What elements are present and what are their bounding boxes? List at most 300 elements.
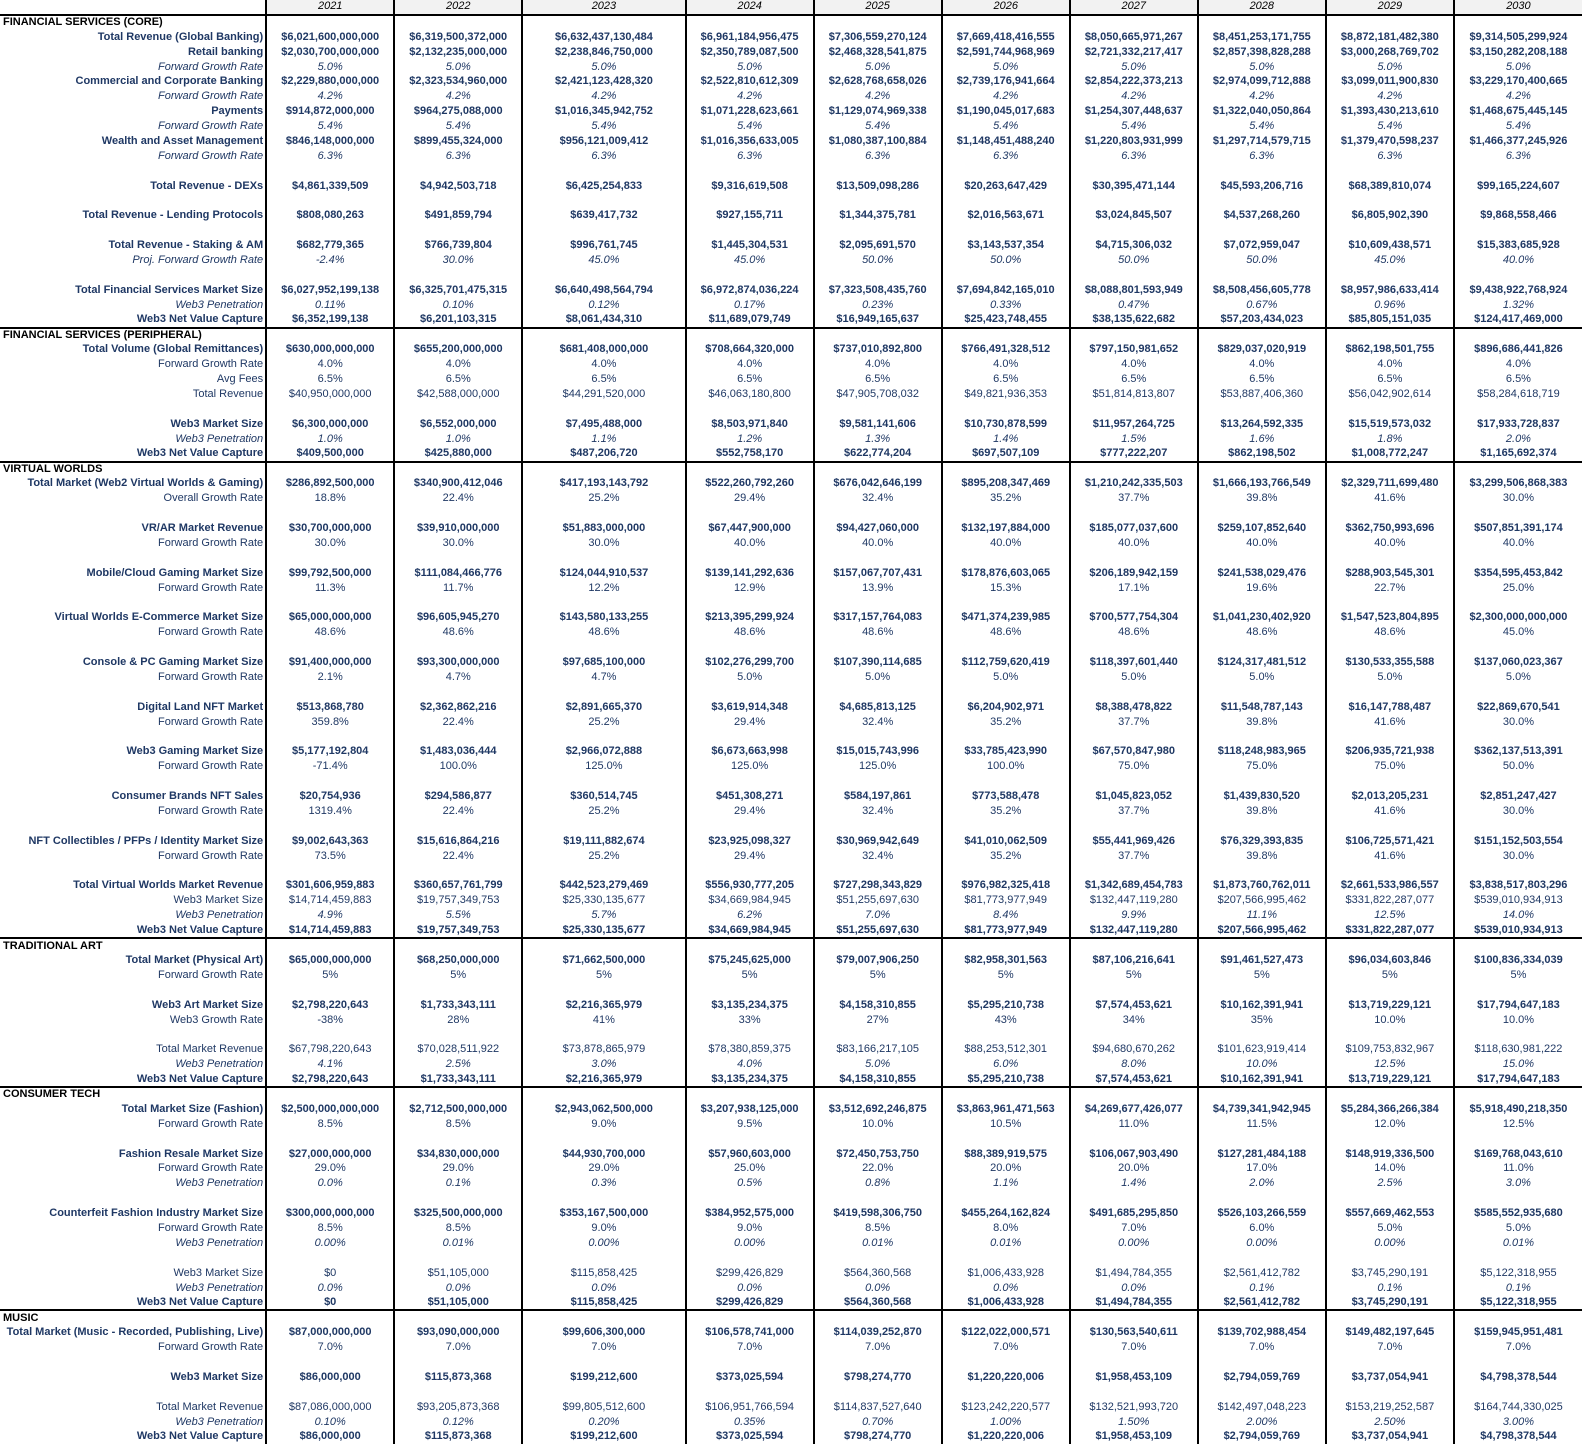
table-cell[interactable]	[1070, 1355, 1198, 1370]
table-cell[interactable]: 25.2%	[522, 491, 685, 506]
table-cell[interactable]: $106,725,571,421	[1326, 834, 1454, 849]
table-cell[interactable]: 14.0%	[1454, 908, 1582, 923]
row-label[interactable]: Total Market Revenue	[0, 1042, 266, 1057]
table-cell[interactable]: $185,077,037,600	[1070, 521, 1198, 536]
row-label[interactable]	[0, 506, 266, 521]
table-cell[interactable]	[1454, 640, 1582, 655]
table-cell[interactable]: $914,872,000,000	[266, 104, 394, 119]
table-cell[interactable]: 15.0%	[1454, 1057, 1582, 1072]
table-cell[interactable]: $6,632,437,130,484	[522, 30, 685, 45]
table-cell[interactable]: $1,254,307,448,637	[1070, 104, 1198, 119]
table-cell[interactable]: $766,739,804	[394, 238, 522, 253]
table-cell[interactable]: $3,207,938,125,000	[686, 1102, 814, 1117]
table-cell[interactable]: 11.0%	[1454, 1161, 1582, 1176]
table-cell[interactable]: $2,661,533,986,557	[1326, 879, 1454, 894]
table-cell[interactable]: $19,757,349,753	[394, 893, 522, 908]
table-cell[interactable]: 5.0%	[1198, 670, 1326, 685]
table-cell[interactable]: $8,957,986,633,414	[1326, 283, 1454, 298]
table-cell[interactable]: 6.3%	[266, 149, 394, 164]
row-label[interactable]: Total Revenue	[0, 387, 266, 402]
table-cell[interactable]: 29.4%	[686, 804, 814, 819]
table-cell[interactable]: $44,291,520,000	[522, 387, 685, 402]
table-cell[interactable]: $58,284,618,719	[1454, 387, 1582, 402]
table-cell[interactable]	[394, 551, 522, 566]
table-cell[interactable]	[1326, 730, 1454, 745]
table-cell[interactable]: $41,010,062,509	[942, 834, 1070, 849]
row-label[interactable]: Forward Growth Rate	[0, 670, 266, 685]
table-cell[interactable]: $99,792,500,000	[266, 566, 394, 581]
table-cell[interactable]	[814, 1087, 942, 1102]
table-cell[interactable]: $773,588,478	[942, 789, 1070, 804]
row-label[interactable]: Forward Growth Rate	[0, 536, 266, 551]
table-cell[interactable]: $556,930,777,205	[686, 879, 814, 894]
table-cell[interactable]: $3,024,845,507	[1070, 208, 1198, 223]
table-cell[interactable]	[942, 938, 1070, 953]
table-cell[interactable]	[686, 685, 814, 700]
table-cell[interactable]: $130,533,355,588	[1326, 655, 1454, 670]
table-cell[interactable]: $19,111,882,674	[522, 834, 685, 849]
table-cell[interactable]: 29.0%	[266, 1161, 394, 1176]
table-cell[interactable]: $3,143,537,354	[942, 238, 1070, 253]
table-cell[interactable]: 1.5%	[1070, 432, 1198, 447]
table-cell[interactable]: 5.0%	[1326, 1221, 1454, 1236]
table-cell[interactable]: $808,080,263	[266, 208, 394, 223]
table-cell[interactable]	[266, 1027, 394, 1042]
table-cell[interactable]	[394, 194, 522, 209]
table-cell[interactable]: $132,521,993,720	[1070, 1400, 1198, 1415]
table-cell[interactable]: 33%	[686, 1013, 814, 1028]
table-cell[interactable]	[266, 194, 394, 209]
table-cell[interactable]: 6.3%	[1454, 149, 1582, 164]
table-cell[interactable]	[266, 685, 394, 700]
table-cell[interactable]: 6.5%	[522, 372, 685, 387]
table-cell[interactable]	[1198, 596, 1326, 611]
table-cell[interactable]	[394, 1385, 522, 1400]
table-cell[interactable]: $9,316,619,508	[686, 179, 814, 194]
table-cell[interactable]: $206,935,721,938	[1326, 745, 1454, 760]
table-cell[interactable]: 12.5%	[1326, 1057, 1454, 1072]
table-cell[interactable]	[522, 596, 685, 611]
row-label[interactable]: Forward Growth Rate	[0, 119, 266, 134]
table-cell[interactable]: 41.6%	[1326, 715, 1454, 730]
table-cell[interactable]	[1198, 640, 1326, 655]
table-cell[interactable]: $2,229,880,000,000	[266, 74, 394, 89]
table-cell[interactable]	[1326, 864, 1454, 879]
table-cell[interactable]: $2,216,365,979	[522, 1072, 685, 1087]
table-cell[interactable]: $862,198,502	[1198, 447, 1326, 462]
table-cell[interactable]: $9,581,141,606	[814, 417, 942, 432]
table-cell[interactable]: $2,943,062,500,000	[522, 1102, 685, 1117]
table-cell[interactable]	[1454, 1310, 1582, 1325]
table-cell[interactable]: 0.47%	[1070, 298, 1198, 313]
table-cell[interactable]	[1326, 1355, 1454, 1370]
table-cell[interactable]: $340,900,412,046	[394, 477, 522, 492]
row-label[interactable]	[0, 1027, 266, 1042]
table-cell[interactable]: $39,910,000,000	[394, 521, 522, 536]
table-cell[interactable]: 4.2%	[266, 89, 394, 104]
row-label[interactable]: Virtual Worlds E-Commerce Market Size	[0, 611, 266, 626]
table-cell[interactable]: $2,030,700,000,000	[266, 45, 394, 60]
table-cell[interactable]: 0.1%	[1198, 1281, 1326, 1296]
table-cell[interactable]: $93,205,873,368	[394, 1400, 522, 1415]
table-cell[interactable]	[522, 194, 685, 209]
table-cell[interactable]	[394, 1251, 522, 1266]
table-cell[interactable]: $585,552,935,680	[1454, 1206, 1582, 1221]
table-cell[interactable]: $143,580,133,255	[522, 611, 685, 626]
table-cell[interactable]	[266, 506, 394, 521]
table-cell[interactable]: 50.0%	[1198, 253, 1326, 268]
table-cell[interactable]	[266, 1310, 394, 1325]
table-cell[interactable]: $137,060,023,367	[1454, 655, 1582, 670]
table-cell[interactable]	[814, 164, 942, 179]
table-cell[interactable]: 0.01%	[942, 1236, 1070, 1251]
table-cell[interactable]: $3,745,290,191	[1326, 1295, 1454, 1310]
table-cell[interactable]	[1326, 1385, 1454, 1400]
table-cell[interactable]: 22.4%	[394, 849, 522, 864]
table-cell[interactable]: $7,574,453,621	[1070, 998, 1198, 1013]
table-cell[interactable]: $1,733,343,111	[394, 998, 522, 1013]
table-cell[interactable]: $10,730,878,599	[942, 417, 1070, 432]
table-cell[interactable]: $102,276,299,700	[686, 655, 814, 670]
table-cell[interactable]: $6,972,874,036,224	[686, 283, 814, 298]
table-cell[interactable]: 3.0%	[1454, 1176, 1582, 1191]
table-cell[interactable]	[1198, 1355, 1326, 1370]
section-title[interactable]: CONSUMER TECH	[0, 1087, 266, 1102]
table-cell[interactable]: 9.0%	[522, 1117, 685, 1132]
table-cell[interactable]	[942, 685, 1070, 700]
table-cell[interactable]	[1326, 819, 1454, 834]
table-cell[interactable]: $57,203,434,023	[1198, 313, 1326, 328]
table-cell[interactable]: 2.5%	[1326, 1176, 1454, 1191]
row-label[interactable]: Total Revenue - Staking & AM	[0, 238, 266, 253]
table-cell[interactable]: $899,455,324,000	[394, 134, 522, 149]
table-cell[interactable]	[1198, 268, 1326, 283]
table-cell[interactable]: $99,165,224,607	[1454, 179, 1582, 194]
table-cell[interactable]: 45.0%	[522, 253, 685, 268]
table-cell[interactable]	[1326, 774, 1454, 789]
table-cell[interactable]: $20,263,647,429	[942, 179, 1070, 194]
table-cell[interactable]	[1070, 164, 1198, 179]
table-cell[interactable]: $639,417,732	[522, 208, 685, 223]
table-cell[interactable]	[394, 596, 522, 611]
section-title[interactable]: TRADITIONAL ART	[0, 938, 266, 953]
table-cell[interactable]: 6.5%	[266, 372, 394, 387]
table-cell[interactable]: $88,253,512,301	[942, 1042, 1070, 1057]
table-cell[interactable]: $67,447,900,000	[686, 521, 814, 536]
table-cell[interactable]: $1,297,714,579,715	[1198, 134, 1326, 149]
table-cell[interactable]: 100.0%	[942, 759, 1070, 774]
table-cell[interactable]: $522,260,792,260	[686, 477, 814, 492]
table-cell[interactable]: 14.0%	[1326, 1161, 1454, 1176]
row-label[interactable]	[0, 730, 266, 745]
row-label[interactable]	[0, 268, 266, 283]
row-label[interactable]: Forward Growth Rate	[0, 357, 266, 372]
table-cell[interactable]: 48.6%	[394, 625, 522, 640]
table-cell[interactable]	[1326, 506, 1454, 521]
table-cell[interactable]: $81,773,977,949	[942, 923, 1070, 938]
row-label[interactable]: Total Revenue - Lending Protocols	[0, 208, 266, 223]
table-cell[interactable]: $17,794,647,183	[1454, 1072, 1582, 1087]
table-cell[interactable]: 30.0%	[1454, 849, 1582, 864]
table-cell[interactable]: $300,000,000,000	[266, 1206, 394, 1221]
table-cell[interactable]: $846,148,000,000	[266, 134, 394, 149]
table-cell[interactable]: $157,067,707,431	[814, 566, 942, 581]
table-cell[interactable]	[394, 640, 522, 655]
table-cell[interactable]: 0.12%	[522, 298, 685, 313]
table-cell[interactable]: 125.0%	[522, 759, 685, 774]
table-cell[interactable]	[814, 1191, 942, 1206]
table-cell[interactable]	[942, 819, 1070, 834]
table-cell[interactable]	[814, 328, 942, 343]
table-cell[interactable]: $13,509,098,286	[814, 179, 942, 194]
table-cell[interactable]: $97,685,100,000	[522, 655, 685, 670]
table-cell[interactable]	[394, 1310, 522, 1325]
table-cell[interactable]: -2.4%	[266, 253, 394, 268]
table-cell[interactable]	[394, 1132, 522, 1147]
table-cell[interactable]	[1070, 640, 1198, 655]
table-cell[interactable]: $4,158,310,855	[814, 1072, 942, 1087]
table-cell[interactable]: $373,025,594	[686, 1370, 814, 1385]
table-cell[interactable]	[686, 1355, 814, 1370]
table-cell[interactable]: 35.2%	[942, 804, 1070, 819]
table-cell[interactable]: 4.9%	[266, 908, 394, 923]
table-cell[interactable]: $87,000,000,000	[266, 1325, 394, 1340]
table-cell[interactable]: 50.0%	[814, 253, 942, 268]
table-cell[interactable]: 5.0%	[266, 60, 394, 75]
table-cell[interactable]	[266, 1251, 394, 1266]
table-cell[interactable]: $6,425,254,833	[522, 179, 685, 194]
table-cell[interactable]: 35%	[1198, 1013, 1326, 1028]
table-cell[interactable]	[266, 774, 394, 789]
table-cell[interactable]: 0.0%	[1070, 1281, 1198, 1296]
table-cell[interactable]: 30.0%	[394, 536, 522, 551]
row-label[interactable]: Forward Growth Rate	[0, 759, 266, 774]
table-cell[interactable]: $4,861,339,509	[266, 179, 394, 194]
table-cell[interactable]: $325,500,000,000	[394, 1206, 522, 1221]
table-cell[interactable]: 4.1%	[266, 1057, 394, 1072]
table-cell[interactable]: $301,606,959,883	[266, 879, 394, 894]
table-cell[interactable]	[1454, 819, 1582, 834]
table-cell[interactable]	[266, 730, 394, 745]
year-header-cell[interactable]: 2022	[394, 0, 522, 15]
table-cell[interactable]: 6.3%	[522, 149, 685, 164]
table-cell[interactable]: $2,739,176,941,664	[942, 74, 1070, 89]
table-cell[interactable]: 48.6%	[522, 625, 685, 640]
table-cell[interactable]	[522, 774, 685, 789]
table-cell[interactable]: $1,958,453,109	[1070, 1370, 1198, 1385]
table-cell[interactable]	[522, 864, 685, 879]
table-cell[interactable]: $7,669,418,416,555	[942, 30, 1070, 45]
table-cell[interactable]: $25,330,135,677	[522, 923, 685, 938]
row-label[interactable]: Forward Growth Rate	[0, 804, 266, 819]
section-title[interactable]: FINANCIAL SERVICES (PERIPHERAL)	[0, 328, 266, 343]
table-cell[interactable]	[686, 1251, 814, 1266]
table-cell[interactable]	[686, 1132, 814, 1147]
table-cell[interactable]: $207,566,995,462	[1198, 893, 1326, 908]
table-cell[interactable]	[1198, 1087, 1326, 1102]
table-cell[interactable]	[266, 462, 394, 477]
table-cell[interactable]: $362,137,513,391	[1454, 745, 1582, 760]
table-cell[interactable]: $1,466,377,245,926	[1454, 134, 1582, 149]
table-cell[interactable]: $8,050,665,971,267	[1070, 30, 1198, 45]
table-cell[interactable]: 32.4%	[814, 491, 942, 506]
table-cell[interactable]: $294,586,877	[394, 789, 522, 804]
table-cell[interactable]: $552,758,170	[686, 447, 814, 462]
row-label[interactable]: Console & PC Gaming Market Size	[0, 655, 266, 670]
table-cell[interactable]: 0.11%	[266, 298, 394, 313]
table-cell[interactable]	[394, 462, 522, 477]
table-cell[interactable]	[1198, 506, 1326, 521]
table-cell[interactable]: $45,593,206,716	[1198, 179, 1326, 194]
table-cell[interactable]: 7.0%	[522, 1340, 685, 1355]
table-cell[interactable]	[1326, 328, 1454, 343]
row-label[interactable]: Wealth and Asset Management	[0, 134, 266, 149]
table-cell[interactable]: $109,753,832,967	[1326, 1042, 1454, 1057]
year-header-cell[interactable]: 2029	[1326, 0, 1454, 15]
table-cell[interactable]	[686, 819, 814, 834]
table-cell[interactable]	[686, 402, 814, 417]
table-cell[interactable]	[1198, 164, 1326, 179]
table-cell[interactable]: 45.0%	[1454, 625, 1582, 640]
table-cell[interactable]: 19.6%	[1198, 581, 1326, 596]
table-cell[interactable]: 5%	[394, 968, 522, 983]
table-cell[interactable]: 75.0%	[1198, 759, 1326, 774]
table-cell[interactable]: $199,212,600	[522, 1430, 685, 1444]
table-cell[interactable]: 29.4%	[686, 715, 814, 730]
table-cell[interactable]	[1454, 864, 1582, 879]
table-cell[interactable]: $96,605,945,270	[394, 611, 522, 626]
table-cell[interactable]: $1,008,772,247	[1326, 447, 1454, 462]
table-cell[interactable]: $55,441,969,426	[1070, 834, 1198, 849]
table-cell[interactable]: 0.10%	[266, 1415, 394, 1430]
table-cell[interactable]: 1.2%	[686, 432, 814, 447]
table-cell[interactable]	[394, 15, 522, 30]
table-cell[interactable]: $23,925,098,327	[686, 834, 814, 849]
row-label[interactable]: Web3 Market Size	[0, 1266, 266, 1281]
table-cell[interactable]: 5.0%	[1454, 670, 1582, 685]
table-cell[interactable]: 0.67%	[1198, 298, 1326, 313]
row-label[interactable]: Web3 Gaming Market Size	[0, 745, 266, 760]
table-cell[interactable]: 0.23%	[814, 298, 942, 313]
table-cell[interactable]: $51,255,697,630	[814, 923, 942, 938]
table-cell[interactable]: $123,242,220,577	[942, 1400, 1070, 1415]
table-cell[interactable]: $1,148,451,488,240	[942, 134, 1070, 149]
table-cell[interactable]: $132,447,119,280	[1070, 923, 1198, 938]
table-cell[interactable]: $682,779,365	[266, 238, 394, 253]
table-cell[interactable]: $25,423,748,455	[942, 313, 1070, 328]
table-cell[interactable]: $3,135,234,375	[686, 998, 814, 1013]
table-cell[interactable]: 5.0%	[686, 670, 814, 685]
table-cell[interactable]: $798,274,770	[814, 1430, 942, 1444]
table-cell[interactable]: $127,281,484,188	[1198, 1147, 1326, 1162]
table-cell[interactable]: $132,447,119,280	[1070, 893, 1198, 908]
row-label[interactable]	[0, 774, 266, 789]
table-cell[interactable]: 40.0%	[1326, 536, 1454, 551]
table-cell[interactable]: $2,891,665,370	[522, 700, 685, 715]
table-cell[interactable]: $5,122,318,955	[1454, 1266, 1582, 1281]
table-cell[interactable]: $30,969,942,649	[814, 834, 942, 849]
table-cell[interactable]: $86,000,000	[266, 1430, 394, 1444]
row-label[interactable]: Payments	[0, 104, 266, 119]
table-cell[interactable]	[942, 506, 1070, 521]
table-cell[interactable]: $2,854,222,373,213	[1070, 74, 1198, 89]
table-cell[interactable]: $4,269,677,426,077	[1070, 1102, 1198, 1117]
table-cell[interactable]: $2,323,534,960,000	[394, 74, 522, 89]
table-cell[interactable]	[942, 194, 1070, 209]
table-cell[interactable]: 6.0%	[942, 1057, 1070, 1072]
table-cell[interactable]: $206,189,942,159	[1070, 566, 1198, 581]
table-cell[interactable]: 4.2%	[1198, 89, 1326, 104]
table-cell[interactable]	[942, 462, 1070, 477]
row-label[interactable]: Web3 Penetration	[0, 1057, 266, 1072]
table-cell[interactable]	[266, 1385, 394, 1400]
row-label[interactable]: Web3 Net Value Capture	[0, 1430, 266, 1444]
table-cell[interactable]: $286,892,500,000	[266, 477, 394, 492]
table-cell[interactable]	[686, 1191, 814, 1206]
table-cell[interactable]	[394, 864, 522, 879]
table-cell[interactable]	[686, 596, 814, 611]
table-cell[interactable]	[1070, 15, 1198, 30]
table-cell[interactable]: $360,514,745	[522, 789, 685, 804]
table-cell[interactable]: 7.0%	[1070, 1221, 1198, 1236]
table-cell[interactable]: $25,330,135,677	[522, 893, 685, 908]
table-cell[interactable]: 0.70%	[814, 1415, 942, 1430]
table-cell[interactable]	[1454, 194, 1582, 209]
table-cell[interactable]	[1198, 223, 1326, 238]
table-cell[interactable]: 5.4%	[394, 119, 522, 134]
table-cell[interactable]: $7,694,842,165,010	[942, 283, 1070, 298]
table-cell[interactable]	[686, 164, 814, 179]
table-cell[interactable]: 10.0%	[1198, 1057, 1326, 1072]
table-cell[interactable]	[1198, 1132, 1326, 1147]
table-cell[interactable]: $2,966,072,888	[522, 745, 685, 760]
row-label[interactable]: Mobile/Cloud Gaming Market Size	[0, 566, 266, 581]
table-cell[interactable]: $2,421,123,428,320	[522, 74, 685, 89]
table-cell[interactable]: $964,275,088,000	[394, 104, 522, 119]
table-cell[interactable]: 75.0%	[1070, 759, 1198, 774]
table-cell[interactable]: 40.0%	[1198, 536, 1326, 551]
table-cell[interactable]: $1,379,470,598,237	[1326, 134, 1454, 149]
table-cell[interactable]	[1454, 551, 1582, 566]
table-cell[interactable]	[1454, 596, 1582, 611]
table-cell[interactable]	[942, 1027, 1070, 1042]
table-cell[interactable]: 40.0%	[942, 536, 1070, 551]
table-cell[interactable]	[814, 223, 942, 238]
table-cell[interactable]	[394, 983, 522, 998]
row-label[interactable]: Web3 Art Market Size	[0, 998, 266, 1013]
table-cell[interactable]: $27,000,000,000	[266, 1147, 394, 1162]
table-cell[interactable]: 73.5%	[266, 849, 394, 864]
table-cell[interactable]: $7,072,959,047	[1198, 238, 1326, 253]
table-cell[interactable]	[266, 15, 394, 30]
table-cell[interactable]: $1,190,045,017,683	[942, 104, 1070, 119]
table-cell[interactable]: 1.50%	[1070, 1415, 1198, 1430]
table-cell[interactable]	[942, 1385, 1070, 1400]
table-cell[interactable]: 25.2%	[522, 715, 685, 730]
table-cell[interactable]	[1198, 685, 1326, 700]
table-cell[interactable]: $455,264,162,824	[942, 1206, 1070, 1221]
table-cell[interactable]: 5.0%	[1326, 60, 1454, 75]
table-cell[interactable]: 25.2%	[522, 804, 685, 819]
table-cell[interactable]: $1,468,675,445,145	[1454, 104, 1582, 119]
table-cell[interactable]: 5.0%	[1454, 60, 1582, 75]
table-cell[interactable]: 12.5%	[1454, 1117, 1582, 1132]
table-cell[interactable]	[1326, 1132, 1454, 1147]
row-label[interactable]: Consumer Brands NFT Sales	[0, 789, 266, 804]
table-cell[interactable]: 39.8%	[1198, 849, 1326, 864]
table-cell[interactable]	[266, 1087, 394, 1102]
table-cell[interactable]	[266, 596, 394, 611]
